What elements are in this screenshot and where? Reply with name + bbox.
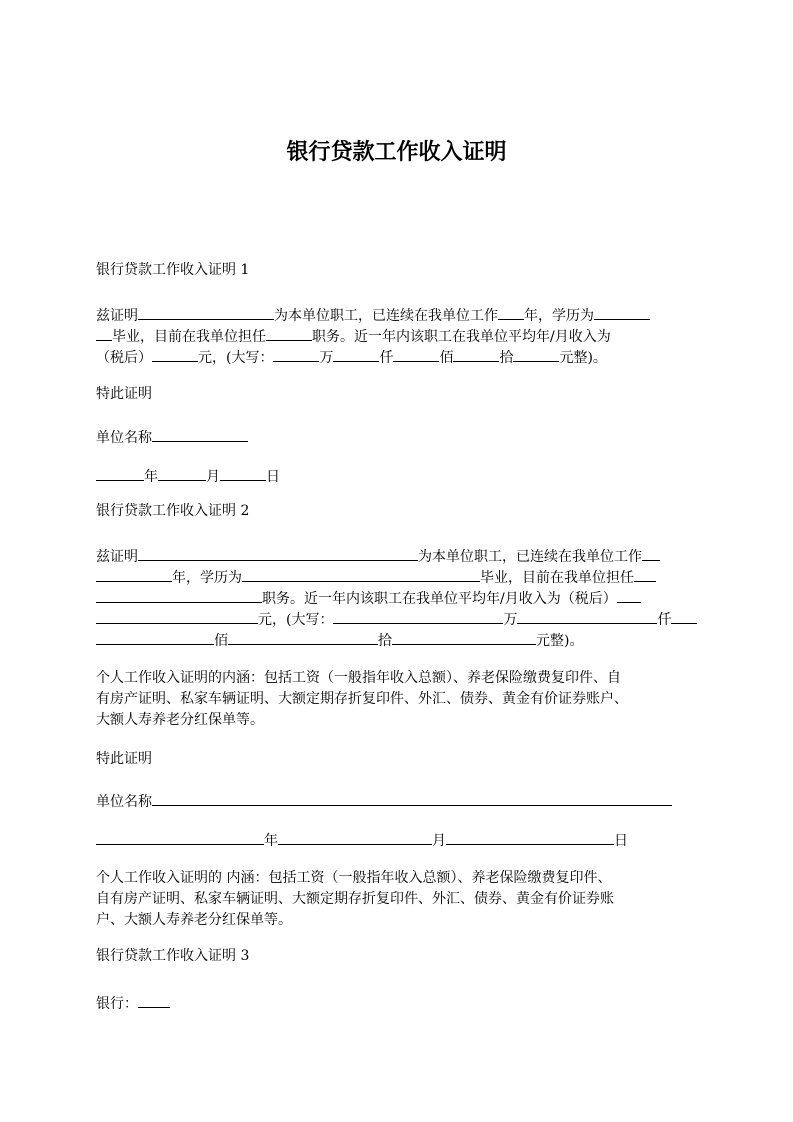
- blank-amount-cont[interactable]: [96, 608, 258, 624]
- text-segment: （税后）: [96, 350, 152, 366]
- unit-name-label: 单位名称: [96, 430, 152, 446]
- section1-date: [96, 465, 280, 486]
- section2-para-line5: [96, 629, 583, 650]
- section1-certify: 特此证明: [96, 386, 152, 402]
- blank-amount[interactable]: [152, 346, 198, 362]
- section2-date: [96, 829, 628, 850]
- blank-bai-cont[interactable]: [96, 629, 214, 645]
- blank-wan[interactable]: [333, 608, 503, 624]
- blank-wan[interactable]: [273, 346, 319, 362]
- section2-certify: 特此证明: [96, 751, 152, 767]
- section2-note-line1: 个人工作收入证明的内涵：包括工资（一般指年收入总额）、养老保险缴费复印件、自: [96, 670, 621, 686]
- blank-qian[interactable]: [333, 346, 379, 362]
- blank-shi[interactable]: [228, 629, 378, 645]
- page-title: 银行贷款工作收入证明: [286, 139, 507, 165]
- blank-day[interactable]: [446, 829, 614, 845]
- blank-qian[interactable]: [517, 608, 657, 624]
- blank-education[interactable]: [594, 304, 650, 320]
- blank-year[interactable]: [96, 829, 264, 845]
- blank-day[interactable]: [220, 465, 266, 481]
- section2-note2-line1: 个人工作收入证明的 内涵：包括工资（一般指年收入总额）、养老保险缴费复印件、: [96, 870, 612, 886]
- blank-year[interactable]: [96, 465, 144, 481]
- text-segment: 兹证明: [96, 549, 138, 565]
- blank-position[interactable]: [634, 566, 656, 582]
- text-segment: 为本单位职工，已连续在我单位工作: [418, 549, 642, 565]
- blank-bai[interactable]: [671, 608, 697, 624]
- blank-education[interactable]: [242, 566, 480, 582]
- text-segment: 职务。近一年内该职工在我单位平均年/月收入为: [312, 329, 611, 345]
- text-segment: 年，学历为: [524, 308, 594, 324]
- text-segment: 仟: [657, 612, 672, 628]
- section2-note-line2: 有房产证明、私家车辆证明、大额定期存折复印件、外汇、债券、黄金有价证券账户、: [96, 691, 628, 707]
- section2-note-line3: 大额人寿养老分红保单等。: [96, 712, 264, 728]
- text-segment: 月: [206, 469, 220, 485]
- unit-name-blank[interactable]: [152, 790, 672, 806]
- blank-yuan[interactable]: [513, 346, 559, 362]
- text-segment: 为本单位职工，已连续在我单位工作: [274, 308, 498, 324]
- section2-para-line4: [96, 608, 697, 629]
- section2-note2-line3: 户、大额人寿养老分红保单等。: [96, 912, 292, 928]
- section2-heading: 银行贷款工作收入证明 2: [96, 503, 250, 519]
- text-segment: 兹证明: [96, 308, 138, 324]
- blank-education-cont[interactable]: [96, 325, 112, 341]
- text-segment: 日: [266, 469, 280, 485]
- section1-para-line3: [96, 346, 607, 367]
- section1-heading: 银行贷款工作收入证明 1: [96, 262, 250, 278]
- text-segment: 拾: [378, 633, 392, 649]
- text-segment: 职务。近一年内该职工在我单位平均年/月收入为（税后）: [262, 591, 617, 607]
- section2-para-line1: [96, 545, 660, 566]
- blank-years[interactable]: [642, 545, 660, 561]
- text-segment: 元整)。: [559, 350, 607, 366]
- bank-label: 银行：: [96, 996, 138, 1012]
- text-segment: 元，(大写：: [198, 350, 274, 366]
- text-segment: 年，学历为: [172, 570, 242, 586]
- text-segment: 万: [503, 612, 518, 628]
- blank-name[interactable]: [138, 304, 274, 320]
- text-segment: 日: [614, 833, 628, 849]
- blank-yuan[interactable]: [392, 629, 536, 645]
- unit-name-blank[interactable]: [152, 426, 248, 442]
- bank-blank[interactable]: [138, 992, 170, 1008]
- section1-para-line2: [96, 325, 611, 346]
- blank-bai[interactable]: [393, 346, 439, 362]
- text-segment: 拾: [499, 350, 514, 366]
- text-segment: 毕业，目前在我单位担任: [480, 570, 634, 586]
- section2-note2-line2: 自有房产证明、私家车辆证明、大额定期存折复印件、外汇、债券、黄金有价证券账: [96, 891, 614, 907]
- blank-amount[interactable]: [617, 587, 641, 603]
- section2-unit-name: [96, 790, 672, 811]
- text-segment: 佰: [214, 633, 228, 649]
- text-segment: 元，(大写：: [258, 612, 334, 628]
- blank-shi[interactable]: [453, 346, 499, 362]
- text-segment: 年: [264, 833, 278, 849]
- section2-para-line3: [96, 587, 641, 608]
- blank-years[interactable]: [498, 304, 524, 320]
- section1-unit-name: [96, 426, 248, 447]
- text-segment: 月: [432, 833, 446, 849]
- section2-para-line2: [96, 566, 656, 587]
- text-segment: 元整)。: [536, 633, 584, 649]
- blank-years-cont[interactable]: [96, 566, 172, 582]
- text-segment: 万: [319, 350, 334, 366]
- text-segment: 毕业，目前在我单位担任: [112, 329, 266, 345]
- unit-name-label: 单位名称: [96, 794, 152, 810]
- blank-position-cont[interactable]: [96, 587, 262, 603]
- section3-bank: [96, 992, 170, 1013]
- section3-heading: 银行贷款工作收入证明 3: [96, 948, 250, 964]
- blank-name[interactable]: [138, 545, 418, 561]
- text-segment: 仟: [379, 350, 394, 366]
- text-segment: 佰: [439, 350, 454, 366]
- text-segment: 年: [144, 469, 158, 485]
- blank-position[interactable]: [266, 325, 312, 341]
- blank-month[interactable]: [158, 465, 206, 481]
- section1-para-line1: [96, 304, 650, 325]
- blank-month[interactable]: [278, 829, 432, 845]
